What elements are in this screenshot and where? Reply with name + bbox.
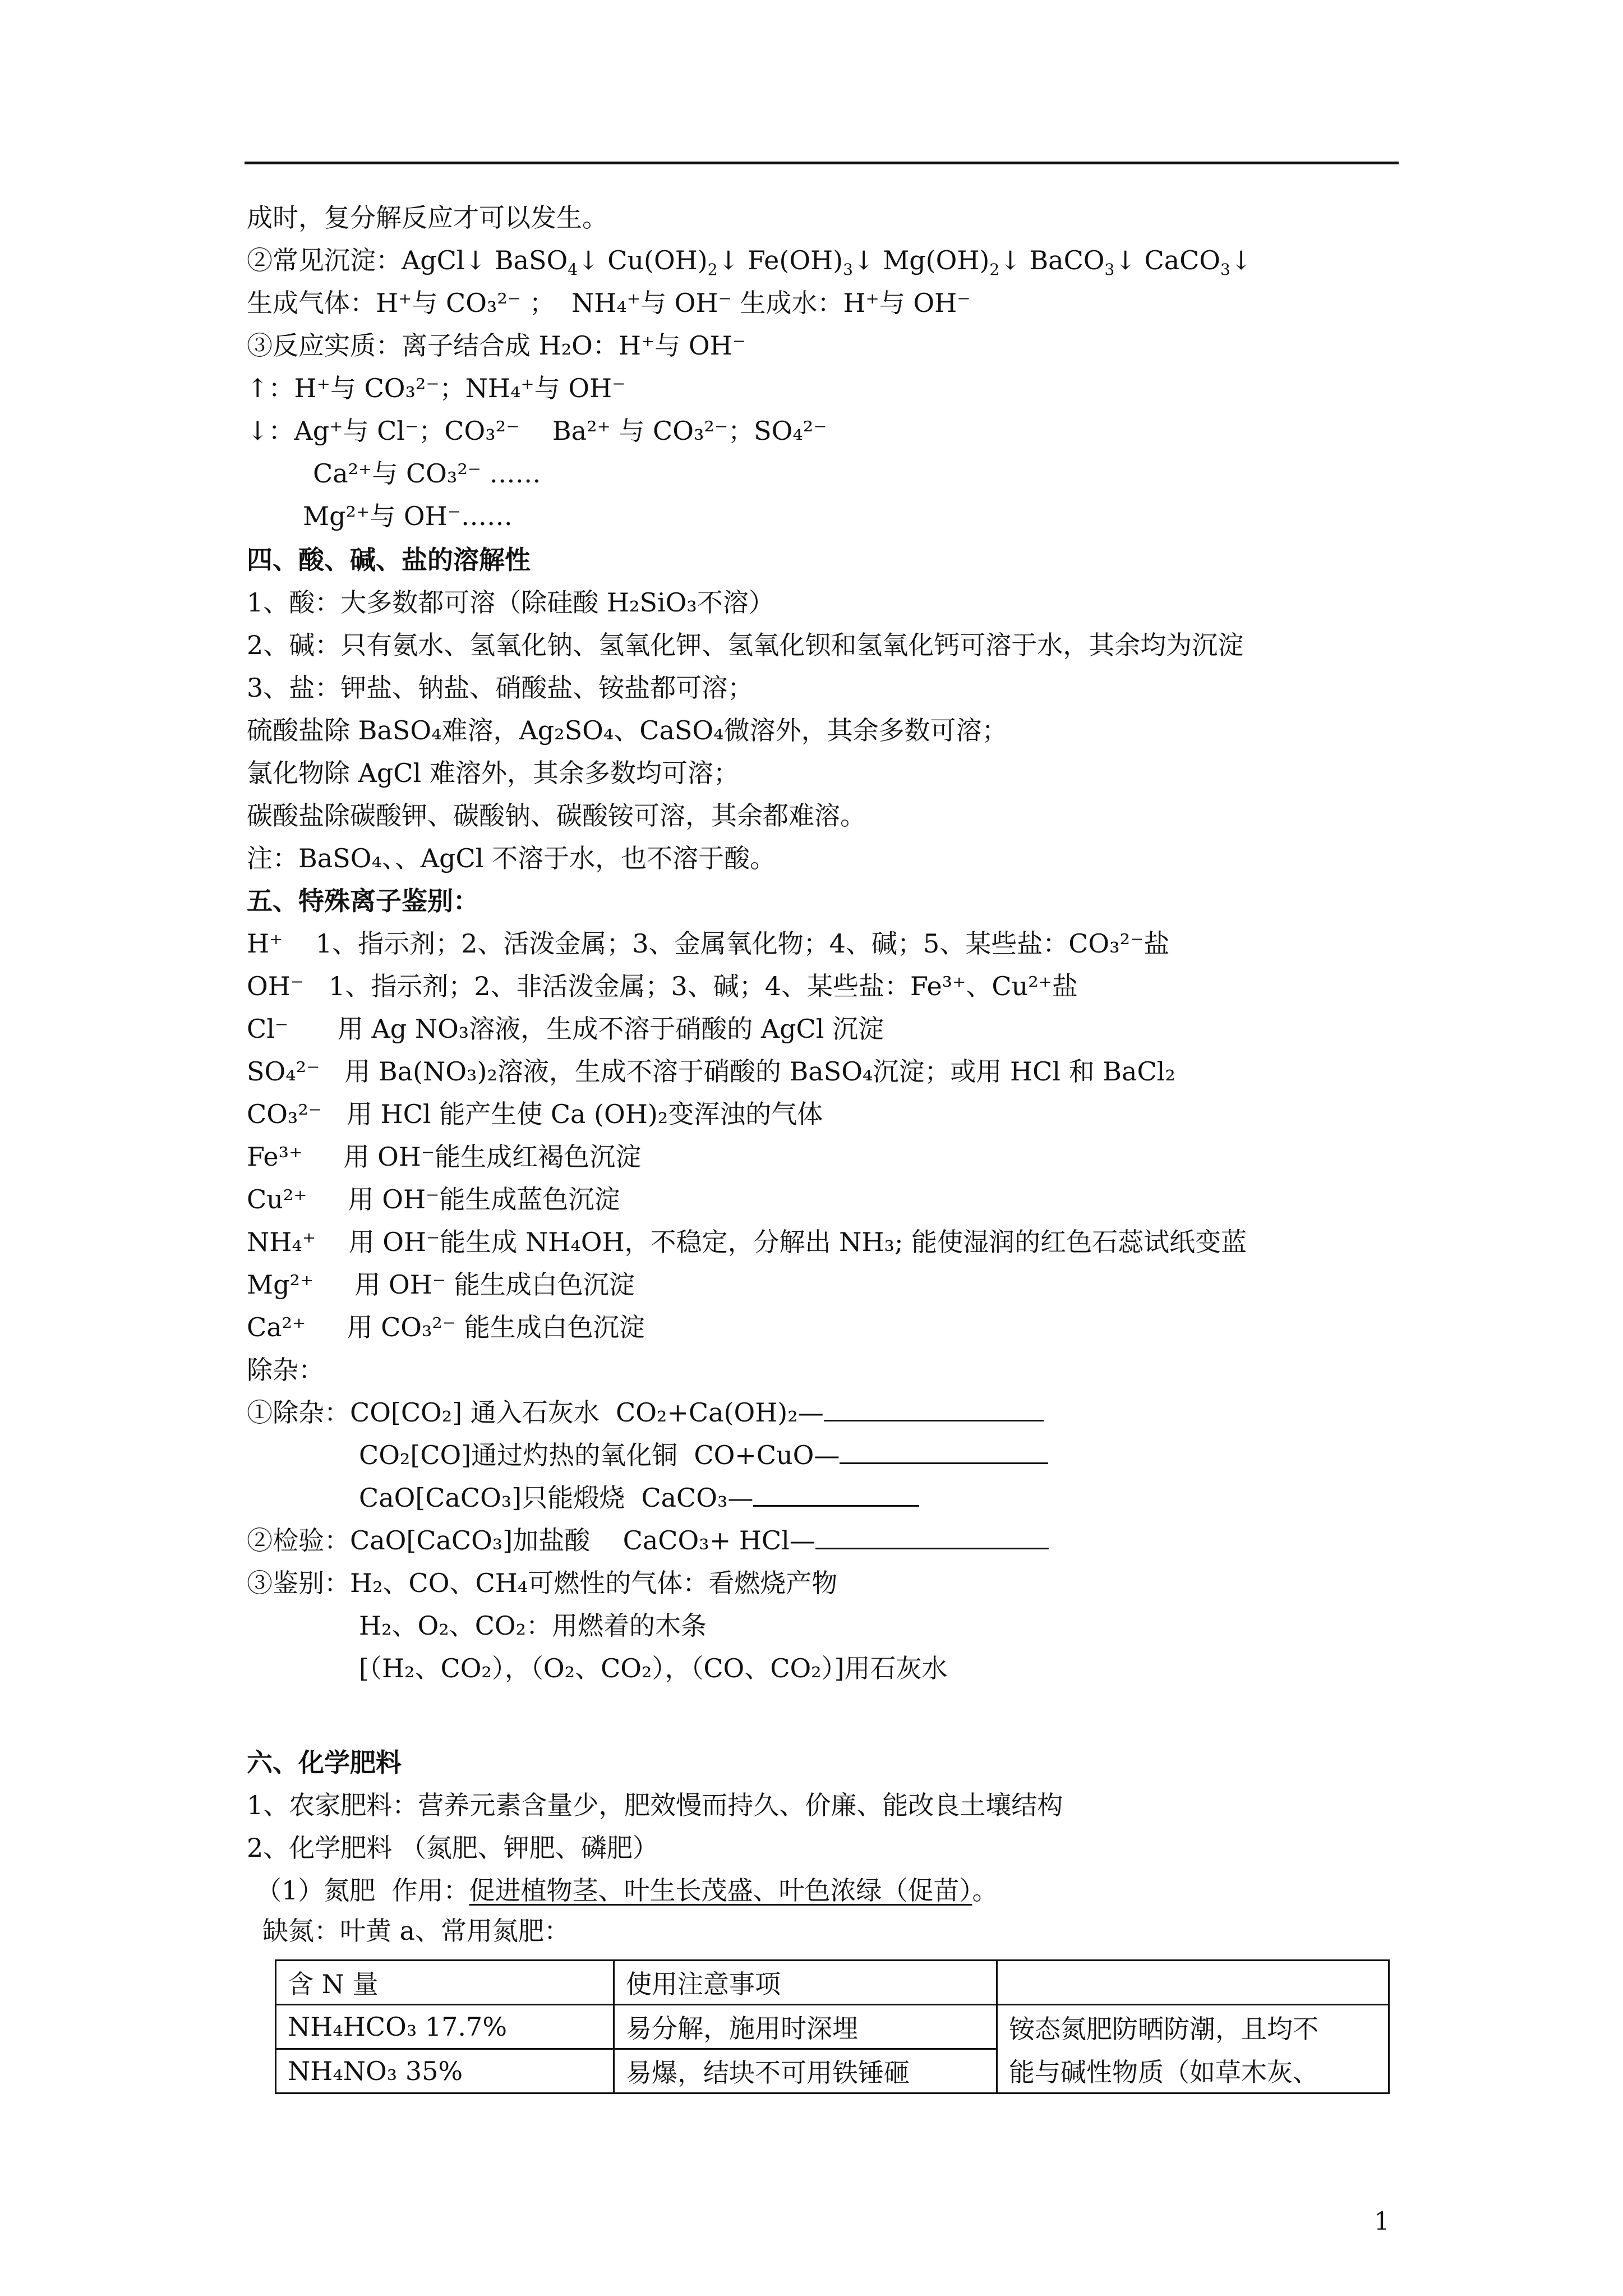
text-line: 1、农家肥料：营养元素含量少，肥效慢而持久、价廉、能改良土壤结构: [247, 1790, 1063, 1820]
text-line: Mg²⁺ 用 OH⁻ 能生成白色沉淀: [247, 1269, 635, 1300]
text-line: 3、盐：钾盐、钠盐、硝酸盐、铵盐都可溶；: [247, 673, 754, 703]
text-line: SO₄²⁻ 用 Ba(NO₃)₂溶液，生成不溶于硝酸的 BaSO₄沉淀；或用 HCl 和 BaCl₂: [247, 1056, 1175, 1087]
table-header-cell: 含 N 量: [276, 1961, 614, 2005]
table-header-cell: 使用注意事项: [614, 1961, 997, 2005]
header-rule: [245, 162, 1399, 164]
page-number: 1: [1374, 2207, 1390, 2236]
text-line: [（H₂、CO₂），（O₂、CO₂），（CO、CO₂）]用石灰水: [359, 1653, 948, 1683]
text-line: ③反应实质：离子结合成 H₂O：H⁺与 OH⁻: [247, 330, 746, 361]
table-cell: 易分解，施用时深埋: [614, 2005, 997, 2049]
text-line: Mg²⁺与 OH⁻……: [303, 501, 513, 531]
precipitates-line: ②常见沉淀：AgCl↓ BaSO$_4$↓ $Cu(OH)_2↓$ $Fe(OH)_3↓$ $Mg(OH)_2↓$ BaCO$_3$↓ CaCO$_3$↓: [247, 245, 1252, 279]
answer-blank: [815, 1525, 1049, 1549]
section-heading: 六、化学肥料: [247, 1747, 402, 1778]
answer-blank: [753, 1483, 919, 1507]
text-line: ①除杂：CO[CO₂] 通入石灰水 CO₂+Ca(OH)₂—: [247, 1396, 1044, 1429]
nitrogen-fertilizer-table: [275, 1959, 1390, 2094]
text-line: H₂、O₂、CO₂：用燃着的木条: [359, 1611, 707, 1641]
text-line: 成时，复分解反应才可以发生。: [247, 203, 608, 233]
text-line: ③鉴别：H₂、CO、CH₄可燃性的气体：看燃烧产物: [247, 1568, 838, 1598]
text-line: ↓：Ag⁺与 Cl⁻；CO₃²⁻ Ba²⁺ 与 CO₃²⁻；SO₄²⁻: [247, 416, 827, 446]
table-cell: 能与碱性物质（如草木灰、: [997, 2049, 1389, 2093]
text-line: 碳酸盐除碳酸钾、碳酸钠、碳酸铵可溶，其余都难溶。: [247, 800, 866, 831]
text-line: 1、酸：大多数都可溶（除硅酸 H₂SiO₃不溶）: [247, 587, 774, 618]
text-line: CO₃²⁻ 用 HCl 能产生使 Ca (OH)₂变浑浊的气体: [247, 1099, 823, 1129]
text-line: 生成气体：H⁺与 CO₃²⁻ ； NH₄⁺与 OH⁻ 生成水：H⁺与 OH⁻: [247, 288, 971, 318]
text-line: 硫酸盐除 BaSO₄难溶，Ag₂SO₄、CaSO₄微溶外，其余多数可溶；: [247, 715, 1008, 746]
text-line: OH⁻ 1、指示剂；2、非活泼金属；3、碱；4、某些盐：Fe³⁺、Cu²⁺盐: [247, 971, 1078, 1001]
answer-blank: [824, 1397, 1044, 1421]
answer-blank: [840, 1440, 1048, 1464]
text-line: ②检验：CaO[CaCO₃]加盐酸 CaCO₃+ HCl—: [247, 1524, 1049, 1557]
text-line: 2、碱：只有氨水、氢氧化钠、氢氧化钾、氢氧化钡和氢氧化钙可溶于水，其余均为沉淀: [247, 630, 1244, 660]
text-line: Ca²⁺与 CO₃²⁻ ……: [313, 458, 541, 489]
table-row: [276, 2049, 1389, 2093]
section-heading: 四、酸、碱、盐的溶解性: [247, 545, 531, 575]
text-line: （1）氮肥 作用：促进植物茎、叶生长茂盛、叶色浓绿（促苗）。: [256, 1875, 998, 1906]
table-cell: NH₄NO₃ 35%: [276, 2049, 614, 2093]
text-line: 除杂：: [247, 1355, 324, 1385]
table-cell: 铵态氮肥防晒防潮，且均不: [997, 2005, 1389, 2049]
section-heading: 五、特殊离子鉴别：: [247, 886, 479, 916]
text-line: 注：BaSO₄、、AgCl 不溶于水，也不溶于酸。: [247, 843, 776, 873]
text-line: Ca²⁺ 用 CO₃²⁻ 能生成白色沉淀: [247, 1312, 645, 1342]
text-line: NH₄⁺ 用 OH⁻能生成 NH₄OH，不稳定，分解出 NH₃; 能使湿润的红色石蕊试纸变蓝: [247, 1227, 1247, 1257]
text-line: ↑：H⁺与 CO₃²⁻；NH₄⁺与 OH⁻: [247, 373, 626, 403]
text-line: Cu²⁺ 用 OH⁻能生成蓝色沉淀: [247, 1184, 620, 1214]
text-line: 氯化物除 AgCl 难溶外，其余多数均可溶；: [247, 758, 739, 788]
text-line: 缺氮：叶黄 a、常用氮肥：: [262, 1916, 570, 1946]
text-line: Cl⁻ 用 Ag NO₃溶液，生成不溶于硝酸的 AgCl 沉淀: [247, 1014, 884, 1044]
table-cell: NH₄HCO₃ 17.7%: [276, 2005, 614, 2049]
text-line: 2、化学肥料 （氮肥、钾肥、磷肥）: [247, 1833, 658, 1863]
text-line: H⁺ 1、指示剂；2、活泼金属；3、金属氧化物；4、碱；5、某些盐：CO₃²⁻盐: [247, 928, 1170, 959]
text-line: CO₂[CO]通过灼热的氧化铜 CO+CuO—: [359, 1438, 1048, 1472]
table-cell: 易爆，结块不可用铁锤砸: [614, 2049, 997, 2093]
table-row: [276, 2005, 1389, 2049]
text-line: CaO[CaCO₃]只能煅烧 CaCO₃—: [359, 1481, 919, 1515]
table-header-cell: [997, 1961, 1389, 2005]
table-header-row: [276, 1961, 1389, 2005]
text-line: Fe³⁺ 用 OH⁻能生成红褐色沉淀: [247, 1142, 642, 1172]
